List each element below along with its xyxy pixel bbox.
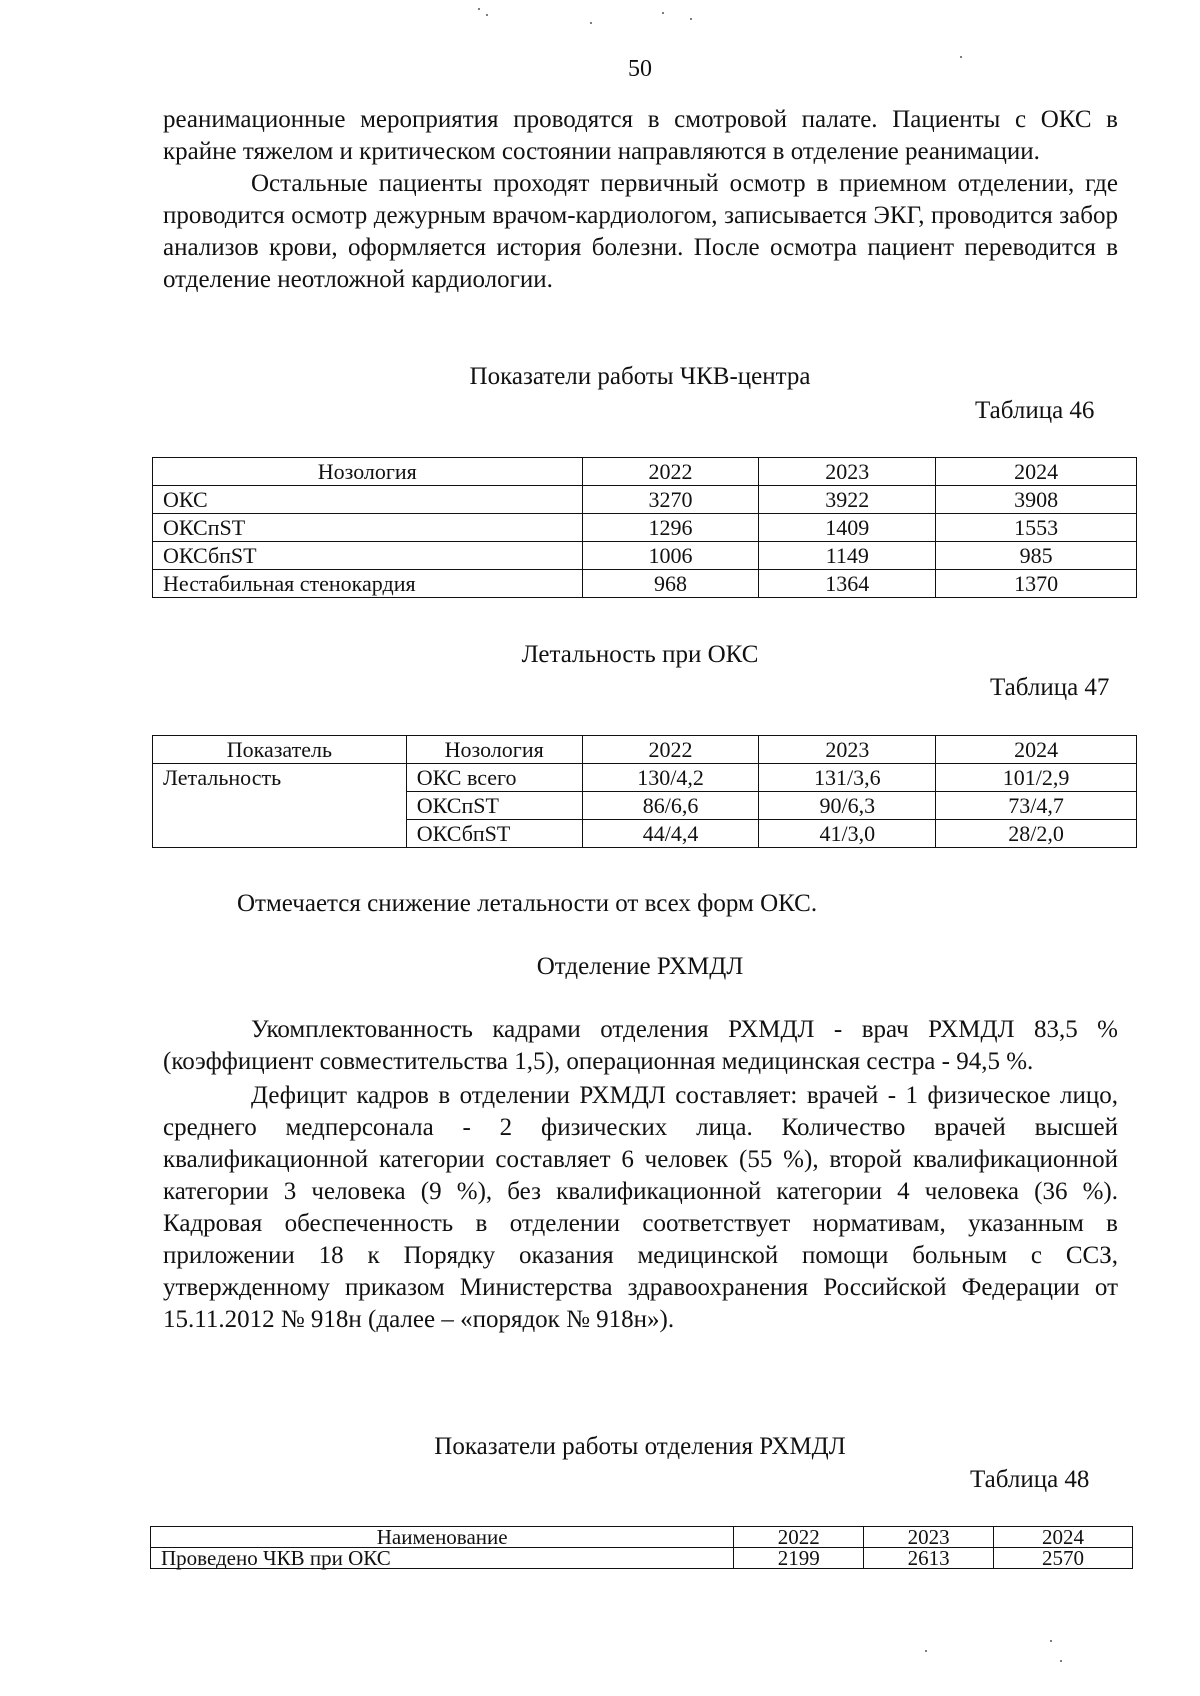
table-cell: ОКСбпST xyxy=(153,542,583,570)
table-cell: 1409 xyxy=(759,514,936,542)
scan-speck xyxy=(960,56,962,58)
table-cell: 985 xyxy=(936,542,1137,570)
table-cell: 1553 xyxy=(936,514,1137,542)
table-row xyxy=(153,486,1137,514)
table-cell: 2613 xyxy=(864,1548,994,1569)
table47-label: Таблица 47 xyxy=(990,674,1110,701)
table-cell: 1006 xyxy=(582,542,759,570)
table48 xyxy=(150,1526,1133,1569)
table-header-row xyxy=(151,1527,1133,1548)
scan-speck xyxy=(690,18,692,20)
scan-speck xyxy=(1050,1640,1052,1642)
table47 xyxy=(152,735,1137,848)
table-cell: 86/6,6 xyxy=(582,792,759,820)
table-cell: ОКСпST xyxy=(153,514,583,542)
table-cell: 2570 xyxy=(994,1548,1133,1569)
header-cell: 2022 xyxy=(582,458,759,486)
intro-paragraph-2: Остальные пациенты проходят первичный осмотр в приемном отделении, где проводится осмотр дежурным врачом-кардиологом, записывается ЭКГ, проводится забор анализов крови, оформляется история болезни. После осмотра пациент переводится в отделение неотложной кардиологии. xyxy=(163,170,1118,293)
table-cell: 90/6,3 xyxy=(759,792,936,820)
table46-title: Показатели работы ЧКВ-центра xyxy=(469,363,811,390)
section-paragraph-2: Дефицит кадров в отделении РХМДЛ составляет: врачей - 1 физическое лицо, среднего медперсонала - 2 физических лица. Количество врачей высшей квалификационной категории составляет 6 человек (55 %), второй квалификационной категории 3 человека (9 %), без квалификационной категории 4 человека (36 %). Кадровая обеспеченность в отделении соответствует нормативам, указанным в приложении 18 к Порядку оказания медицинской помощи больным с ССЗ, утвержденному приказом Министерства здравоохранения Российской Федерации от 15.11.2012 № 918н (далее – «порядок № 918н»). xyxy=(163,1082,1118,1333)
header-cell: 2024 xyxy=(994,1527,1133,1548)
table-cell: ОКС xyxy=(153,486,583,514)
table-cell: 44/4,4 xyxy=(582,820,759,848)
header-cell: 2022 xyxy=(582,736,759,764)
table-cell: ОКСбпST xyxy=(406,820,582,848)
scan-speck xyxy=(662,12,664,14)
header-cell: Нозология xyxy=(406,736,582,764)
header-cell: 2024 xyxy=(936,736,1137,764)
table-cell: 131/3,6 xyxy=(759,764,936,792)
table-cell: 3908 xyxy=(936,486,1137,514)
table-cell: 3922 xyxy=(759,486,936,514)
header-cell: 2023 xyxy=(759,736,936,764)
header-cell: 2024 xyxy=(936,458,1137,486)
table-cell: Проведено ЧКВ при ОКС xyxy=(151,1548,734,1569)
table-row xyxy=(153,514,1137,542)
table48-title: Показатели работы отделения РХМДЛ xyxy=(434,1433,846,1460)
section-paragraph-1: Укомплектованность кадрами отделения РХМДЛ - врач РХМДЛ 83,5 % (коэффициент совместительства 1,5), операционная медицинская сестра - 94,5 %. xyxy=(163,1016,1118,1075)
section-title: Отделение РХМДЛ xyxy=(536,953,744,980)
header-cell: Наименование xyxy=(151,1527,734,1548)
table-cell: 1296 xyxy=(582,514,759,542)
table-cell: 130/4,2 xyxy=(582,764,759,792)
table-cell: 28/2,0 xyxy=(936,820,1137,848)
intro-text xyxy=(163,104,1118,296)
header-cell: 2023 xyxy=(759,458,936,486)
table-cell: 73/4,7 xyxy=(936,792,1137,820)
header-cell: 2023 xyxy=(864,1527,994,1548)
table48-label: Таблица 48 xyxy=(970,1466,1090,1493)
table-cell: Нестабильная стенокардия xyxy=(153,570,583,598)
table-cell: ОКС всего xyxy=(406,764,582,792)
header-cell: Нозология xyxy=(153,458,583,486)
table47-title: Летальность при ОКС xyxy=(521,641,759,668)
scan-speck xyxy=(925,1650,927,1652)
table-header-row xyxy=(153,736,1137,764)
table-cell: 968 xyxy=(582,570,759,598)
table-cell: 41/3,0 xyxy=(759,820,936,848)
table-cell: 3270 xyxy=(582,486,759,514)
table-cell: ОКСпST xyxy=(406,792,582,820)
table-cell: 2199 xyxy=(734,1548,864,1569)
header-cell: Показатель xyxy=(153,736,407,764)
table-row xyxy=(151,1548,1133,1569)
table-cell: 1370 xyxy=(936,570,1137,598)
section-text xyxy=(163,1014,1118,1336)
page-number: 50 xyxy=(628,56,652,82)
table-cell: 1149 xyxy=(759,542,936,570)
table-row xyxy=(153,570,1137,598)
scan-speck xyxy=(590,22,592,24)
table46-label: Таблица 46 xyxy=(975,397,1095,424)
header-cell: 2022 xyxy=(734,1527,864,1548)
scan-speck xyxy=(486,14,488,16)
table46 xyxy=(152,457,1137,598)
table-cell: 1364 xyxy=(759,570,936,598)
table-row xyxy=(153,764,1137,792)
table-header-row xyxy=(153,458,1137,486)
scan-speck xyxy=(478,8,480,10)
intro-paragraph-1: реанимационные мероприятия проводятся в смотровой палате. Пациенты с ОКС в крайне тяжелом и критическом состоянии направляются в отделение реанимации. xyxy=(163,106,1118,165)
table-row xyxy=(153,542,1137,570)
indicator-cell: Летальность xyxy=(153,764,407,848)
scan-speck xyxy=(1060,1660,1062,1662)
table-cell: 101/2,9 xyxy=(936,764,1137,792)
mortality-note: Отмечается снижение летальности от всех форм ОКС. xyxy=(237,890,818,917)
